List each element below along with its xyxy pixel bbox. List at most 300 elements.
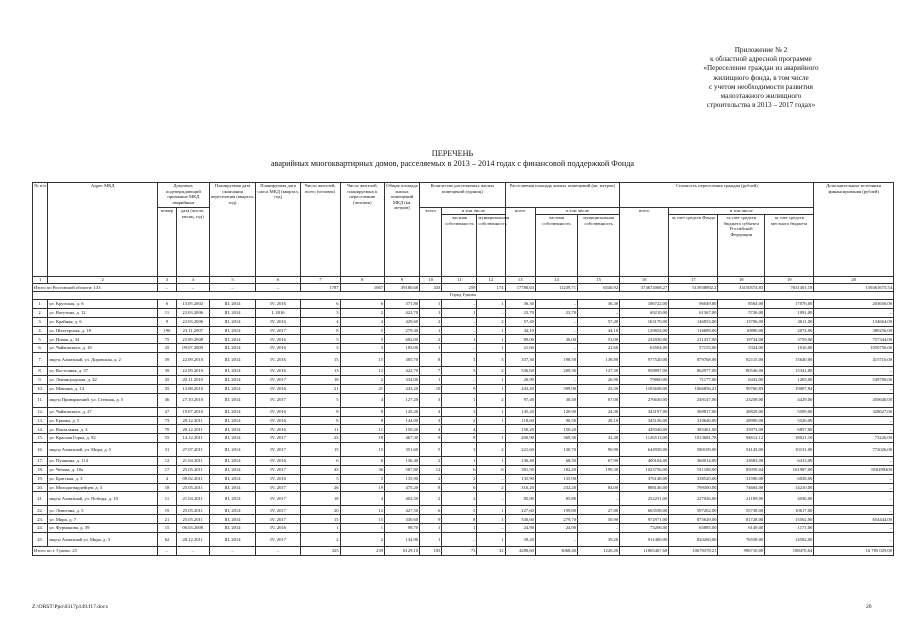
header-cost-total: всего [620,208,669,277]
table-cell: 135,90 [505,474,535,483]
table-cell: IV, 2016 [256,425,300,434]
table-cell: 3 [300,344,340,353]
header-cost-fund: за счет средств Фонда [669,215,718,277]
table-cell: – [477,425,505,434]
table-cell: 276630,00 [620,393,669,407]
table-cell: – [158,283,177,292]
table-cell: 772026,00 [814,442,894,456]
table-cell: 6 [340,300,384,309]
table-cell: 574672068,27 [620,283,669,292]
table-cell: 82115,00 [718,352,765,366]
table-cell: 1 [340,524,384,533]
table-row [33,393,894,407]
table-cell: 234930,00 [620,335,669,344]
table-cell: Итого по г. Гуково: 25 [33,547,158,556]
table-cell: 580109,00 [669,442,718,456]
table-cell: 11 [158,492,177,506]
header-address: Адрес МКД [48,183,158,277]
table-cell: 8 [300,407,340,416]
table-cell: 6 [420,506,442,515]
table-cell: 136,40 [505,457,535,466]
table-cell: 79060,00 [620,375,669,384]
table-cell: 1 [477,300,505,309]
table-cell: 1 [477,326,505,335]
region-total-row [33,283,894,292]
table-cell: – [176,283,209,292]
table-cell: 12 [420,465,442,474]
table-cell: 12. [33,407,48,416]
table-cell: – [814,384,894,393]
table-cell: 1 [420,300,442,309]
table-cell: 400104,00 [620,457,669,466]
table-cell: 2 [340,308,384,317]
table-cell: 2 [477,483,505,492]
table-cell: 10617,00 [765,506,814,515]
appendix-line: строительства в 2013 – 2017 годах» [706,101,816,110]
table-cell: IV, 2016 [256,416,300,425]
table-cell: 4429,00 [765,393,814,407]
table-cell: 44,10 [578,326,620,335]
table-cell: 3 [340,344,384,353]
table-cell: 13 [300,367,340,376]
table-cell: 644939,00 [620,442,669,456]
table-cell: 2 [420,474,442,483]
table-cell: III, 2014 [209,434,256,443]
table-cell: 4 [420,407,442,416]
table-cell: ул. Машина, д. 14 [48,384,158,393]
column-number: 14 [535,277,577,284]
table-cell: 308817,00 [669,407,718,416]
table-cell: 8564,00 [718,300,765,309]
table-cell: 98,70 [385,524,420,533]
table-cell: 15 [300,352,340,366]
table-cell: 330,60 [505,515,535,524]
table-cell: 279,70 [535,515,577,524]
table-cell: 145,20 [385,407,420,416]
header-demolish-date: Планируемая дата сноса МКД (квартал, год) [256,183,300,277]
table-row [33,375,894,384]
column-number: 6 [256,277,300,284]
table-row [33,317,894,326]
table-cell: 1. [33,300,48,309]
table-cell: 911400,00 [620,532,669,546]
table-cell: 11 [340,425,384,434]
table-cell: 85059,04 [718,465,765,474]
table-cell: 1 [442,524,477,533]
table-cell: ул. Крайняя, д. 6 [48,317,158,326]
column-number: 11 [442,277,477,284]
table-cell: ул. Левитана, д. 5 [48,506,158,515]
table-cell: 279,40 [385,326,420,335]
table-cell: 61367,00 [669,308,718,317]
table-cell: 1 [442,308,477,317]
table-cell: ул. Братская, д. 3 [48,474,158,483]
table-cell: 850498400 [814,465,894,474]
table-cell: 32 [477,547,505,556]
header-area: Расселяемая площадь жилых помещений (кв. метров) [505,183,620,208]
table-row [33,352,894,366]
table-cell: 23258,00 [718,393,765,407]
table-cell: 1 [420,524,442,533]
table-cell: 2 [420,335,442,344]
table-cell: 402,50 [385,492,420,506]
table-cell: 4 [420,425,442,434]
table-cell: 371,80 [385,300,420,309]
table-cell: 21.04.2011 [176,457,209,466]
table-cell: 400,90 [505,434,535,443]
table-cell: мкр-н Алмазный, ул. Победы, д. 10 [48,492,158,506]
table-cell: 15562,00 [765,515,814,524]
table-cell: 6857,00 [765,425,814,434]
table-cell: 1 [442,335,477,344]
table-cell: 334,00 [385,375,420,384]
table-cell: 150,20 [505,425,535,434]
table-cell: 18 [300,492,340,506]
table-row [33,335,894,344]
table-cell: 19 [158,506,177,515]
document-heading [0,149,905,169]
table-cell: 06.03.2008 [176,524,209,533]
table-cell: 69210,00 [620,308,669,317]
table-cell: 8. [33,367,48,376]
table-cell: III, 2014 [209,393,256,407]
table-cell: ул. Ватутина, д. 12 [48,308,158,317]
table-cell: 18 [300,375,340,384]
table-cell: III, 2014 [209,465,256,474]
table-cell: 4. [33,326,48,335]
table-cell: 15640,00 [765,352,814,366]
table-cell: ул. Пушкина, д. 114 [48,457,158,466]
header-extra-sources: Дополнительные источники финансирования (рублей) [814,183,894,277]
table-cell: 2 [420,317,442,326]
table-cell: 19.07.2010 [176,407,209,416]
table-cell: 8 [340,407,384,416]
table-cell: – [814,425,894,434]
table-cell: – [209,547,256,556]
table-cell: 46 [158,393,177,407]
table-cell: 33683,00 [718,457,765,466]
table-cell: 972971,00 [620,515,669,524]
column-number: 16 [620,277,669,284]
table-cell: 232,20 [535,483,577,492]
table-cell: 12 [158,457,177,466]
table-cell: 977520,00 [620,352,669,366]
table-cell: 5 [340,335,384,344]
table-cell: 18. [33,465,48,474]
table-cell: 799300,00 [669,483,718,492]
table-cell: IV, 2016 [256,407,300,416]
appendix-line: к областной адресной программе [710,55,812,64]
table-cell: 21,60 [578,344,620,353]
table-cell: 138,80 [578,352,620,366]
table-cell: – [535,326,577,335]
header-residents: Число жителей, всего (человек) [300,183,340,277]
table-cell: 33150574,83 [718,283,765,292]
table-cell: III, 2014 [209,335,256,344]
table-cell: 5 [442,506,477,515]
table-cell: 369,30 [535,434,577,443]
table-cell: 23,70 [505,308,535,317]
table-cell: 8129,10 [385,547,420,556]
table-cell: – [477,492,505,506]
table-cell: 2 [300,532,340,546]
table-cell: – [442,344,477,353]
header-cost-local: за счет средств местного бюджета [765,215,814,277]
table-cell: 67,00 [578,393,620,407]
table-cell: 188470,64 [765,547,814,556]
table-cell: 22. [33,506,48,515]
table-cell: – [578,524,620,533]
table-cell: 6 [442,483,477,492]
table-cell: 1023756,00 [620,465,669,474]
table-cell: 39,20 [505,532,535,546]
table-cell: 3 [442,407,477,416]
table-cell: 18 [158,483,177,492]
table-cell: IV, 2016 [256,344,300,353]
table-cell: 1 [477,434,505,443]
table-cell: 5526,00 [765,416,814,425]
appendix-note [632,46,890,110]
table-cell: 161987,00 [765,465,814,474]
table-cell: 1 [420,344,442,353]
table-cell: 90,50 [535,416,577,425]
table-cell: мкр-н Алмазный, ул. Мира, д. 5 [48,442,158,456]
table-cell: IV, 2017 [256,442,300,456]
table-cell: 10890,00 [718,326,765,335]
table-cell: IV, 2017 [256,532,300,546]
table-cell: 199,30 [578,465,620,474]
table-cell: 7631301,18 [765,283,814,292]
table-cell: 25.09.2008 [176,335,209,344]
table-cell: 597202,00 [669,506,718,515]
table-cell: IV, 2017 [256,434,300,443]
table-cell: 22.03.2006 [176,308,209,317]
table-cell: 2 [477,442,505,456]
table-cell: 5 [442,352,477,366]
table-cell: – [442,532,477,546]
table-cell: 73206,00 [620,524,669,533]
table-cell: ул. Молодогвардейцев, д. 3 [48,483,158,492]
appendix-line: с учетом необходимости развития [709,82,813,91]
appendix-line: малоэтажного жилищного [720,92,802,101]
table-cell: 1220,20 [578,547,620,556]
table-cell: 15341,00 [765,367,814,376]
table-cell: – [535,317,577,326]
table-cell: 1 [477,457,505,466]
table-cell: 328627,00 [814,407,894,416]
table-row [33,457,894,466]
table-cell: III, 2014 [209,483,256,492]
table-cell: 5 [300,335,340,344]
header-cost: Стоимость переселения граждан (рублей) [620,183,814,208]
table-cell: 1 [442,393,477,407]
table-cell: 96049,80 [669,300,718,309]
table-cell: ул. Шахтерская, д. 18 [48,326,158,335]
table-cell: 1 [477,515,505,524]
table-cell: 5 [340,474,384,483]
table-cell: 2 [477,367,505,376]
table-cell: 6. [33,344,48,353]
table-cell: 5 [442,367,477,376]
table-cell: – [442,317,477,326]
table-cell: 820260,00 [669,532,718,546]
table-row [33,532,894,546]
table-cell: 2 [420,492,442,506]
table-cell: 14.12.2011 [176,434,209,443]
table-cell: 4 [340,317,384,326]
table-cell: III, 2014 [209,367,256,376]
document-title: ПЕРЕЧЕНЬ [431,149,474,158]
table-cell: IV, 2017 [256,393,300,407]
table-cell: ул. Чехова, д. 18а [48,465,158,474]
header-units: Количество расселяемых жилых помещений (единиц) [420,183,505,208]
table-row [33,300,894,309]
table-cell: 23.11.2007 [176,326,209,335]
table-cell: III, 2014 [209,474,256,483]
table-cell: IV, 2017 [256,375,300,384]
table-cell: 43 [300,465,340,474]
table-cell: 15 [300,442,340,456]
table-cell: 25.05.2011 [176,465,209,474]
table-cell: 54143,00 [718,442,765,456]
table-cell: – [578,492,620,506]
table-cell: 4288,60 [505,547,535,556]
table-cell: 381,50 [505,465,535,474]
city-name: Город Гуково [33,292,894,300]
table-cell: 1 [442,457,477,466]
table-cell: 15 [300,515,340,524]
header-units-incl: в том числе [442,208,505,215]
table-cell: 09.02.2011 [176,474,209,483]
table-cell: 211437,00 [669,335,718,344]
table-cell: 1016,00 [765,344,814,353]
table-cell: 135,90 [535,474,577,483]
table-cell: 25.05.2011 [176,483,209,492]
table-row [33,326,894,335]
column-number: 2 [48,277,158,284]
table-cell: IV, 2017 [256,465,300,474]
table-cell: III, 2014 [209,506,256,515]
table-cell: III, 2014 [209,416,256,425]
table-row [33,506,894,515]
table-cell: III, 2014 [209,492,256,506]
table-cell: III, 2014 [209,442,256,456]
table-cell: III, 2014 [209,532,256,546]
table-cell: 2 [442,492,477,506]
table-cell: 376148,00 [620,474,669,483]
table-cell: IV, 2016 [256,317,300,326]
table-cell: IV, 2017 [256,506,300,515]
table-cell: 55 [158,434,177,443]
table-cell: 18021,10 [765,434,814,443]
table-cell: 24,90 [535,524,577,533]
table-cell: – [158,547,177,556]
table-cell: 15 [158,524,177,533]
table-cell: 174 [477,283,505,292]
table-cell: 1091,00 [765,308,814,317]
table-cell: 9 [420,434,442,443]
table-cell: 549780,00 [814,375,894,384]
table-cell: 351,60 [385,442,420,456]
table-cell: 74604,00 [718,483,765,492]
table-cell: 345156,00 [620,416,669,425]
table-cell: ул. Мира, д. 7 [48,515,158,524]
table-cell: 2 [420,457,442,466]
table-cell: 63504,00 [620,344,669,353]
column-number: 18 [718,277,765,284]
table-cell: 22.09.2010 [176,367,209,376]
table-cell: 3 [420,393,442,407]
table-cell: 17. [33,457,48,466]
table-row [33,367,894,376]
table-cell: 2074,00 [765,326,814,335]
table-cell: – [477,308,505,317]
table-cell: IV, 2016 [256,384,300,393]
table-cell: – [578,308,620,317]
table-cell: – [176,547,209,556]
table-cell: III, 2014 [209,317,256,326]
table-cell: III, 2014 [209,375,256,384]
table-cell: IV, 2016 [256,335,300,344]
table-cell: 25.05.2011 [176,515,209,524]
table-cell: 13.05.2002 [176,300,209,309]
table-cell: 14. [33,425,48,434]
table-cell: 8 [420,352,442,366]
table-row [33,492,894,506]
table-cell: 27.07.2011 [176,442,209,456]
table-cell: 53,00 [578,335,620,344]
header-units-municipal: муниципальная собственность [477,215,505,277]
table-cell: 757344,00 [814,335,894,344]
table-cell: III, 2014 [209,515,256,524]
table-cell: – [535,300,577,309]
header-area-municipal: муниципальная собственность [578,215,620,277]
table-cell: – [442,300,477,309]
table-cell: 127,30 [578,367,620,376]
table-cell: 1171,00 [765,524,814,533]
table-cell: 587,80 [385,465,420,474]
table-cell: IV, 2017 [256,515,300,524]
city-total-row [33,547,894,556]
column-number: 15 [578,277,620,284]
table-cell: 10. [33,384,48,393]
table-cell: 336,60 [505,367,535,376]
table-cell: 21189,00 [718,492,765,506]
table-cell: мкр-н Приваржений, ул. Степная, д. 5 [48,393,158,407]
city-section-row [33,292,894,300]
table-cell: 8 [442,434,477,443]
table-cell: 3068,40 [535,547,577,556]
table-cell: 25. [33,532,48,546]
table-cell: 118,60 [505,416,535,425]
table-cell: 2 [477,393,505,407]
table-cell: III, 2014 [209,384,256,393]
table-cell: 4 [158,474,177,483]
table-cell: 2 [340,532,384,546]
table-cell: 32,40 [578,434,620,443]
table-cell: 1 [420,375,442,384]
table-cell: 198,50 [535,352,577,366]
table-cell: 11865467,68 [620,547,669,556]
table-cell: – [256,283,300,292]
table-cell: 80546,00 [718,367,765,376]
table-cell: 682,00 [385,335,420,344]
table-row [33,308,894,317]
table-cell: 330,60 [385,515,420,524]
table-row [33,416,894,425]
table-cell: – [209,283,256,292]
table-cell: 6 [300,300,340,309]
